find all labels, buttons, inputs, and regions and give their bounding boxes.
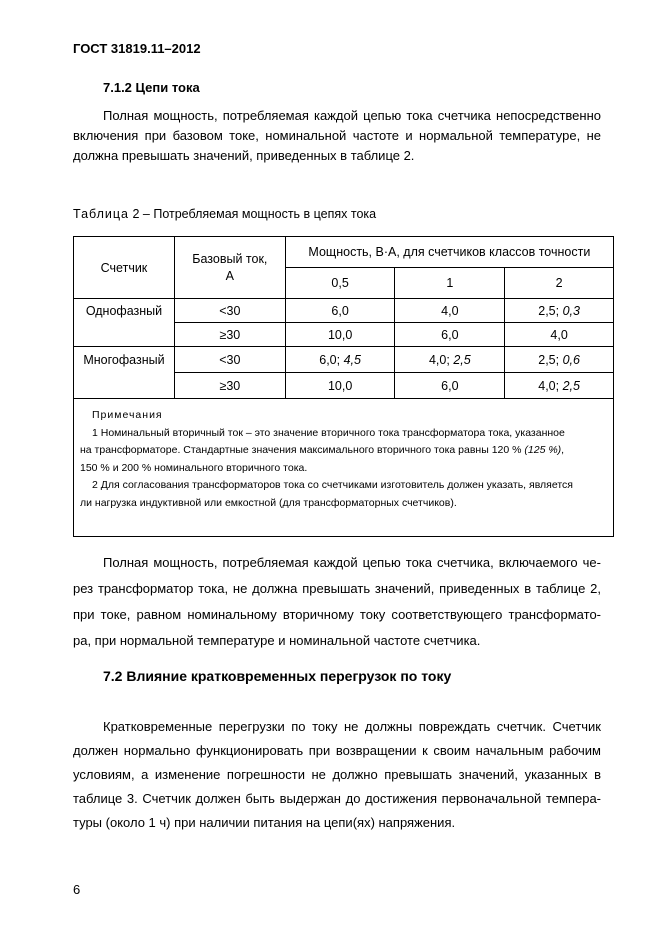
table-caption-word: Таблица xyxy=(73,207,130,221)
section-7-1-2-paragraph xyxy=(73,106,601,166)
table-cell-class-1: 6,0 xyxy=(395,323,505,347)
header-base-current-line1: Базовый ток, xyxy=(192,251,268,266)
text-line: должна превышать значений, приведенных в таблице 2. xyxy=(73,148,415,163)
note-2-line: ли нагрузка индуктивной или емкостной (для трансформаторных счетчиков). xyxy=(80,496,457,509)
text-line: условиям, а изменение погрешности не должно превышать значений, указанных в xyxy=(73,767,601,782)
header-power: Мощность, В·А, для счетчиков классов точности xyxy=(285,237,613,268)
document-header: ГОСТ 31819.11–2012 xyxy=(73,41,201,56)
table-cell-class-0-5: 6,0 xyxy=(285,299,395,323)
note-1-line: 1 Номинальный вторичный ток – это значение вторичного тока трансформатора тока, указанное xyxy=(92,426,565,439)
section-7-2-paragraph xyxy=(73,715,601,835)
table-cell-meter: Многофазный xyxy=(74,347,175,373)
table-cell-class-1: 6,0 xyxy=(395,373,505,399)
table-cell-meter: Однофазный xyxy=(74,299,175,323)
table-cell-meter xyxy=(74,373,175,399)
table-2-caption xyxy=(73,207,376,221)
table-cell-current: <30 xyxy=(174,299,285,323)
text-line: Кратковременные перегрузки по току не должны повреждать счетчик. Счетчик xyxy=(103,719,601,734)
table-cell-current: <30 xyxy=(174,347,285,373)
table-cell-class-0-5: 10,0 xyxy=(285,373,395,399)
table-cell-meter xyxy=(74,323,175,347)
paragraph-after-table xyxy=(73,550,601,654)
header-meter: Счетчик xyxy=(74,237,175,299)
text-line: ра, при нормальной температуре и номинальной частоте счетчика. xyxy=(73,633,481,648)
table-notes xyxy=(74,399,614,537)
text-line: рез трансформатор тока, не должна превышать значений, приведенных в таблице 2, xyxy=(73,581,601,596)
section-7-1-2-title: 7.1.2 Цепи тока xyxy=(103,80,200,95)
notes-title: Примечания xyxy=(92,409,163,421)
section-7-2-title: 7.2 Влияние кратковременных перегрузок по току xyxy=(103,668,452,684)
text-line: включения при базовом токе, номинальной частоте и нормальной температуре, не xyxy=(73,128,601,143)
text-line: Полная мощность, потребляемая каждой цепью тока счетчика, включаемого че- xyxy=(103,555,601,570)
header-class-1: 1 xyxy=(395,268,505,299)
header-class-2: 2 xyxy=(505,268,614,299)
table-cell-class-1: 4,0 xyxy=(395,299,505,323)
header-base-current-line2: А xyxy=(225,268,235,283)
table-caption-text: 2 – Потребляемая мощность в цепях тока xyxy=(129,207,377,221)
header-base-current xyxy=(174,237,285,299)
table-cell-class-2: 4,0; 2,5 xyxy=(505,373,614,399)
text-line: туры (около 1 ч) при наличии питания на цепи(ях) напряжения. xyxy=(73,815,456,830)
table-cell-class-0-5: 6,0; 4,5 xyxy=(285,347,395,373)
page-number: 6 xyxy=(73,882,81,897)
header-class-0-5: 0,5 xyxy=(285,268,395,299)
table-cell-class-1: 4,0; 2,5 xyxy=(395,347,505,373)
table-cell-class-2: 2,5; 0,6 xyxy=(505,347,614,373)
table-2 xyxy=(73,236,614,537)
table-cell-class-2: 2,5; 0,3 xyxy=(505,299,614,323)
table-cell-current: ≥30 xyxy=(174,373,285,399)
table-cell-current: ≥30 xyxy=(174,323,285,347)
table-cell-class-2: 4,0 xyxy=(505,323,614,347)
text-line: при токе, равном номинальному вторичному току соответствующего трансформато- xyxy=(73,607,601,622)
note-1-line: на трансформаторе. Стандартные значения максимального вторичного тока равны 120 % (125 %), xyxy=(80,444,565,456)
table-cell-class-0-5: 10,0 xyxy=(285,323,395,347)
note-2-line: 2 Для согласования трансформаторов тока со счетчиками изготовитель должен указать, является xyxy=(92,479,573,491)
text-line: таблице 3. Счетчик должен быть выдержан до достижения первоначальной темпера- xyxy=(73,791,601,806)
text-line: должен нормально функционировать при возвращении к своим начальным рабочим xyxy=(73,743,601,758)
note-1-line: 150 % и 200 % номинального вторичного тока. xyxy=(80,461,308,474)
text-line: Полная мощность, потребляемая каждой цепью тока счетчика непосредственно xyxy=(103,108,601,123)
